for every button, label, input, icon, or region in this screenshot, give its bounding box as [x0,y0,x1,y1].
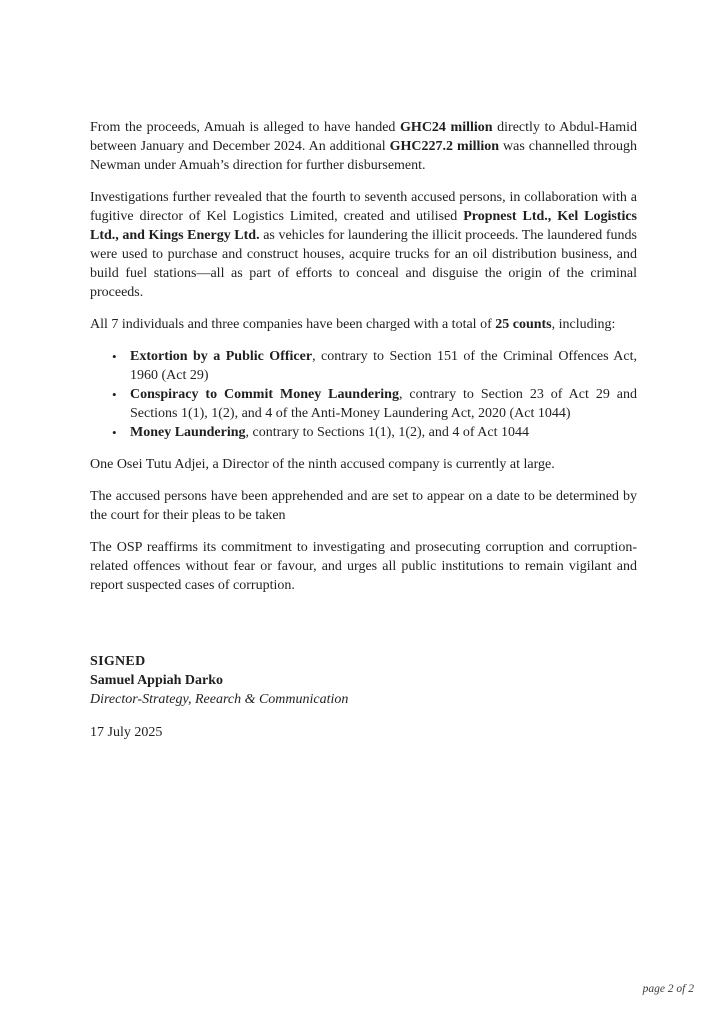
document-date: 17 July 2025 [90,725,163,740]
paragraph-director-at-large: One Osei Tutu Adjei, a Director of the ninth accused company is currently at large. [90,457,555,472]
paragraph-apprehended: The accused persons have been apprehended and are set to appear on a date to be determined by the court for their pleas to be taken [90,489,637,523]
charge-item-conspiracy: • Conspiracy to Commit Money Laundering, contrary to Section 23 of Act 29 and Sections 1(1), 1(2), and 4 of the Anti-Money Laundering Act, 2020 (Act 1044) [112,385,637,423]
paragraph-investigations: Investigations further revealed that the fourth to seventh accused persons, in collaboration with a fugitive director of Kel Logistics Limited, created and utilised Propnest Ltd., Kel Logistics Ltd., and Kings Energy Ltd. as vehicles for laundering the illicit proceeds. The laundered funds were used to purchase and construct houses, acquire trucks for an oil distribution business, and build fuel stations—all as part of efforts to conceal and disguise the origin of the criminal proceeds. [90,190,638,300]
signed-label: SIGNED [90,654,146,669]
signature-block [90,652,637,742]
signatory-title: Director-Strategy, Reearch & Communication [90,692,349,707]
charges-list [90,347,637,442]
paragraph-proceeds: From the proceeds, Amuah is alleged to have handed GHC24 million directly to Abdul-Hamid between January and December 2024. An additional GHC227.2 million was channelled through Newman under Amuah’s direction for further disbursement. [90,120,637,173]
paragraph-osp-commitment: The OSP reaffirms its commitment to investigating and prosecuting corruption and corruption-related offences without fear or favour, and urges all public institutions to remain vigilant and report suspected cases of corruption. [90,540,637,593]
document-body [90,118,637,742]
page-number: page 2 of 2 [642,983,694,995]
signatory-name: Samuel Appiah Darko [90,673,224,688]
charge-item-money-laundering: • Money Laundering, contrary to Sections 1(1), 1(2), and 4 of Act 1044 [112,423,637,442]
charge-item-extortion: • Extortion by a Public Officer, contrary to Section 151 of the Criminal Offences Act, 1960 (Act 29) [112,347,637,385]
paragraph-charges-intro: All 7 individuals and three companies have been charged with a total of 25 counts, including: [90,317,616,332]
